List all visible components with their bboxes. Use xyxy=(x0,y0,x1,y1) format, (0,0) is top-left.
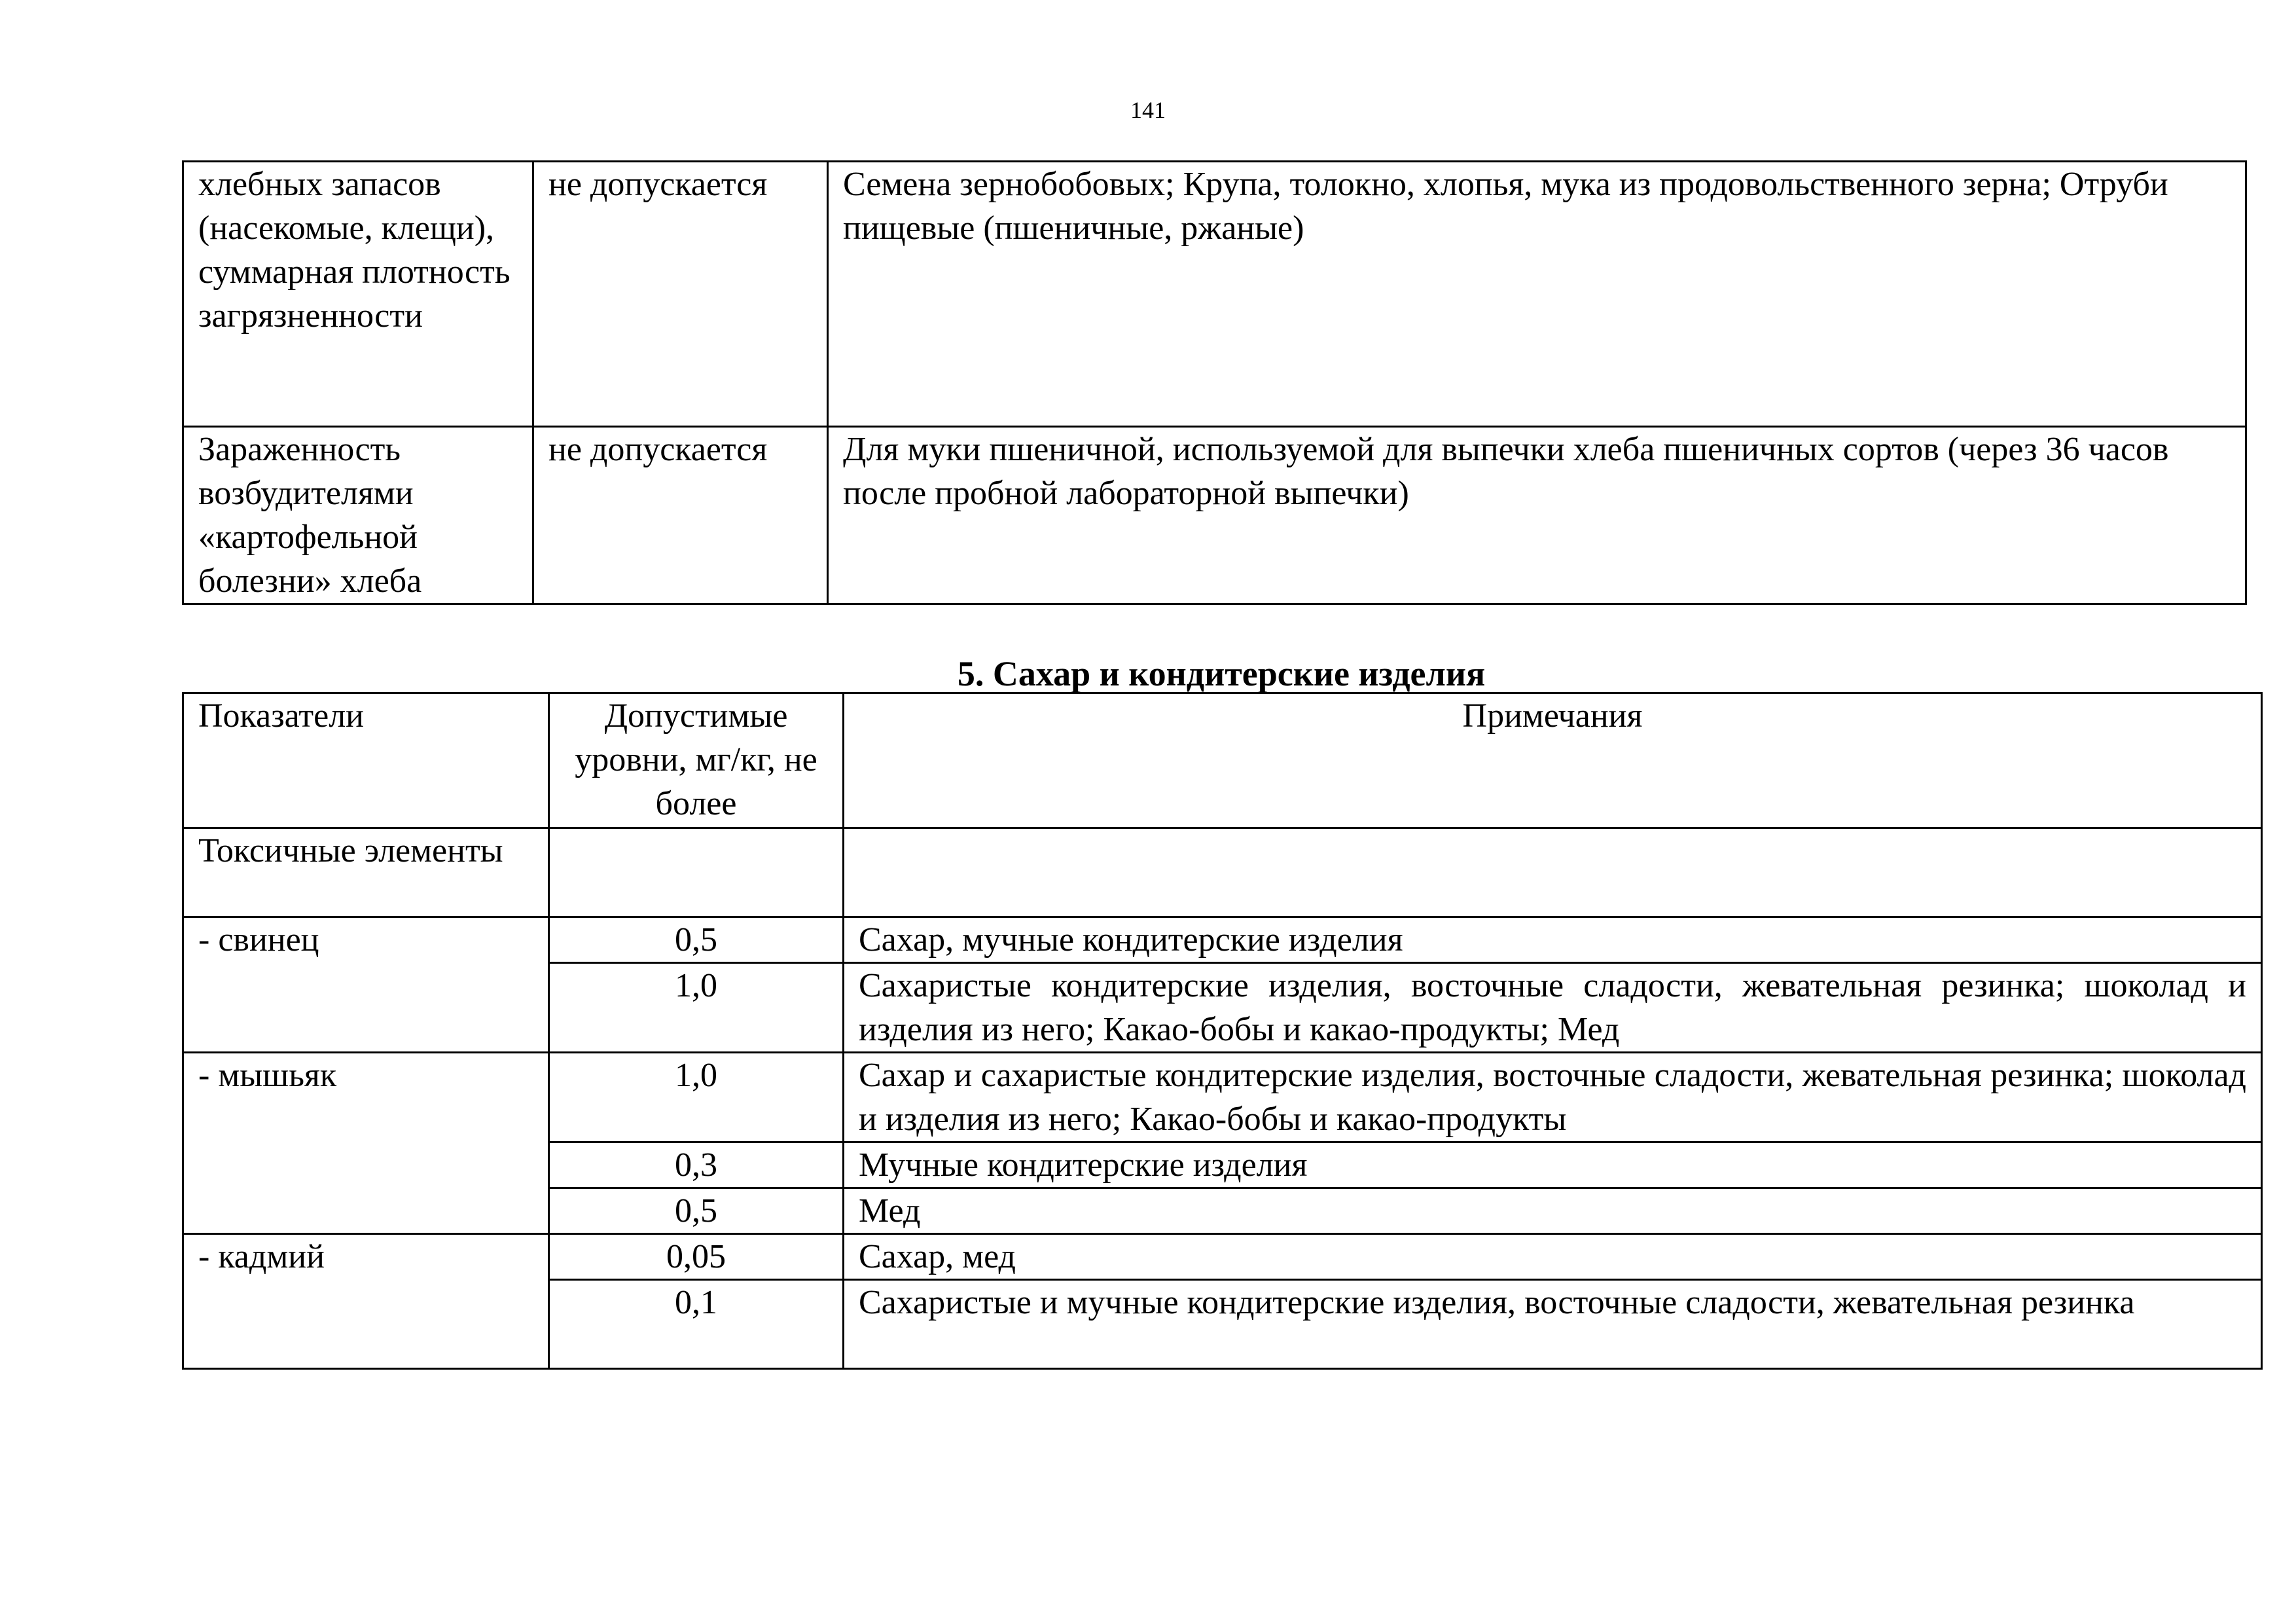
table-row xyxy=(183,828,2262,917)
table-row xyxy=(183,1234,2262,1280)
table-row xyxy=(183,917,2262,963)
level-cell: 0,5 xyxy=(549,917,844,963)
level-cell: 1,0 xyxy=(549,963,844,1053)
section-title: 5. Сахар и кондитерские изделия xyxy=(957,654,1486,693)
note-cell: Сахаристые кондитерские изделия, восточные сладости, жевательная резинка; шоколад и изделия из него; Какао-бобы и какао-продукты; Мед xyxy=(844,963,2262,1053)
level-cell: 0,3 xyxy=(549,1142,844,1188)
header-indicator: Показатели xyxy=(183,693,549,828)
level-cell: не допускается xyxy=(533,162,828,427)
table-row xyxy=(183,162,2246,427)
note-cell: Сахар и сахаристые кондитерские изделия, восточные сладости, жевательная резинка; шоколад и изделия из него; Какао-бобы и какао-продукты xyxy=(844,1053,2262,1142)
indicator-cell: Зараженность возбудителями «картофельной болезни» хлеба xyxy=(183,427,533,604)
level-cell: не допускается xyxy=(533,427,828,604)
level-cell: 0,05 xyxy=(549,1234,844,1280)
note-cell: Сахар, мучные кондитерские изделия xyxy=(844,917,2262,963)
note-cell: Сахар, мед xyxy=(844,1234,2262,1280)
level-cell: 0,1 xyxy=(549,1280,844,1369)
level-cell: 1,0 xyxy=(549,1053,844,1142)
note-cell: Сахаристые и мучные кондитерские изделия, восточные сладости, жевательная резинка xyxy=(844,1280,2262,1369)
note-cell: Мед xyxy=(844,1188,2262,1234)
level-cell: 0,5 xyxy=(549,1188,844,1234)
note-cell: Семена зернобобовых; Крупа, толокно, хлопья, мука из продовольственного зерна; Отруби пищевые (пшеничные, ржаные) xyxy=(828,162,2246,427)
empty-cell xyxy=(844,828,2262,917)
indicator-cadmium: - кадмий xyxy=(183,1234,549,1369)
header-note: Примечания xyxy=(844,693,2262,828)
page-number: 141 xyxy=(1130,97,1166,123)
table-row xyxy=(183,1053,2262,1142)
table-header-row xyxy=(183,693,2262,828)
grain-indicators-table xyxy=(182,160,2247,605)
empty-cell xyxy=(549,828,844,917)
indicator-arsenic: - мышьяк xyxy=(183,1053,549,1234)
note-cell: Для муки пшеничной, используемой для выпечки хлеба пшеничных сортов (через 36 часов после пробной лабораторной выпечки) xyxy=(828,427,2246,604)
indicator-lead: - свинец xyxy=(183,917,549,1053)
group-label-cell: Токсичные элементы xyxy=(183,828,549,917)
sugar-confectionery-table xyxy=(182,692,2263,1370)
header-level: Допустимые уровни, мг/кг, не более xyxy=(549,693,844,828)
note-cell: Мучные кондитерские изделия xyxy=(844,1142,2262,1188)
table-row xyxy=(183,427,2246,604)
indicator-cell: хлебных запасов (насекомые, клещи), суммарная плотность загрязненности xyxy=(183,162,533,427)
